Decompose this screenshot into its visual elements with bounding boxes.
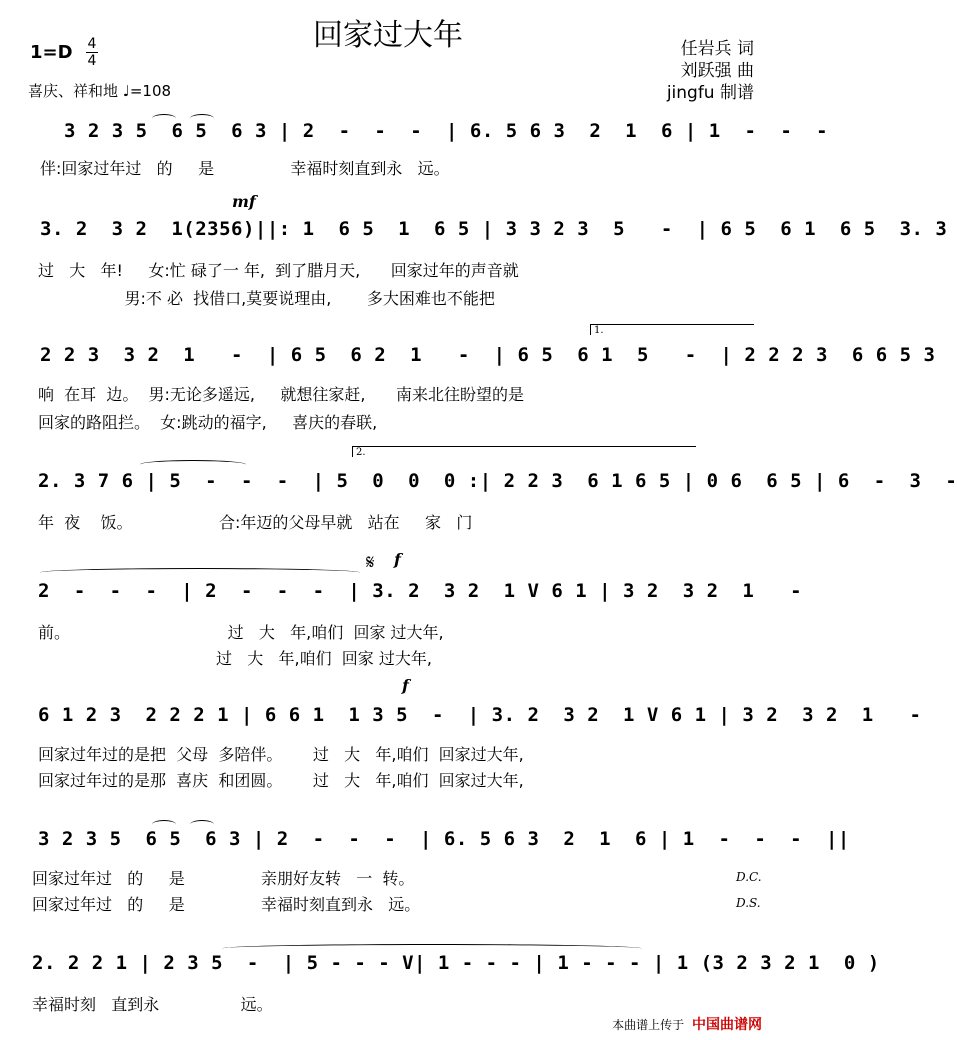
dynamic-f: f [402,676,409,695]
key-signature: 1=D [30,42,73,63]
lyrics-line-2: 男:不 必 找借口,莫要说理由, 多大困难也不能把 [38,289,495,308]
lyrics-line-1: 过 大 年! 女:忙 碌了一 年, 到了腊月天, 回家过年的声音就 [38,261,519,280]
notes-line: 6 1 2 3 2 2 2 1 | 6 6 1 1 3 5 - | 3. 2 3 2 1 V 6 1 | 3 2 3 2 1 - [38,704,922,726]
song-title: 回家过大年 [313,18,463,53]
notes-line: 2 - - - | 2 - - - | 3. 2 3 2 1 V 6 1 | 3 2 3 2 1 - [38,580,803,602]
lyrics-line-1: 年 夜 饭。 合:年迈的父母早就 站在 家 门 [38,513,473,532]
lyrics-line-1: 响 在耳 边。 男:无论多遥远, 就想往家赶, 南来北往盼望的是 [38,385,525,404]
tempo-marking: 喜庆、祥和地 ♩=108 [28,82,172,100]
volta-2-bracket: 2. [352,446,696,457]
notes-line: 3. 2 3 2 1(2356)||: 1 6 5 1 6 5 | 3 3 2 3 5 - | 6 5 6 1 6 5 3. 3 [40,218,948,240]
arranger-credit: jingfu 制谱 [666,83,754,103]
lyrics-line-1: 伴:回家过年过 的 是 幸福时刻直到永 远。 [40,159,450,178]
footer-source [612,1014,762,1034]
lyrics-line-2: 回家过年过 的 是 幸福时刻直到永 远。 [32,895,421,914]
dc-marking: D.C. [736,870,762,884]
notes-line: 2. 3 7 6 | 5 - - - | 5 0 0 0 :| 2 2 3 6 1 6 5 | 0 6 6 5 | 6 - 3 - [38,470,957,492]
notes-line: 3 2 3 5 6 5 6 3 | 2 - - - | 6. 5 6 3 2 1 6 | 1 - - - || [38,828,850,850]
meter-bottom: 4 [87,53,97,69]
dynamic-f: f [394,550,401,569]
lyrics-line-1: 幸福时刻 直到永 远。 [32,995,273,1014]
lyrics-line-1: 回家过年过 的 是 亲朋好友转 一 转。 [32,869,415,888]
segno-sign: 𝄋 [366,550,375,574]
lyrics-line-2: 回家的路阻拦。 女:跳动的福字, 喜庆的春联, [38,413,378,432]
volta-1-bracket: 1. [590,324,754,335]
notes-line: 2. 2 2 1 | 2 3 5 - | 5 - - - V| 1 - - - | 1 - - - | 1 (3 2 3 2 1 0 ) [32,952,880,974]
lyrics-line-1: 回家过年过的是把 父母 多陪伴。 过 大 年,咱们 回家过大年, [38,745,524,764]
composer-credit: 刘跃强 曲 [680,61,754,81]
footer-text: 本曲谱上传于 [612,1018,685,1032]
lyrics-line-2: 过 大 年,咱们 回家 过大年, [38,649,432,668]
time-signature [86,36,98,69]
meter-top: 4 [87,36,97,52]
tie [40,568,360,577]
notes-line: 2 2 3 3 2 1 - | 6 5 6 2 1 - | 6 5 6 1 5 - | 2 2 2 3 6 6 5 3 [40,344,936,366]
ds-marking: D.S. [736,896,761,910]
lyrics-line-1: 前。 过 大 年,咱们 回家 过大年, [38,623,444,642]
notes-line: 3 2 3 5 6 5 6 3 | 2 - - - | 6. 5 6 3 2 1 6 | 1 - - - [64,120,829,142]
dynamic-mf: mf [232,192,256,211]
lyricist-credit: 任岩兵 词 [680,39,754,59]
tie [140,460,246,469]
site-logo[interactable]: 中国曲谱网 [692,1017,762,1033]
lyrics-line-2: 回家过年过的是那 喜庆 和团圆。 过 大 年,咱们 回家过大年, [38,771,524,790]
